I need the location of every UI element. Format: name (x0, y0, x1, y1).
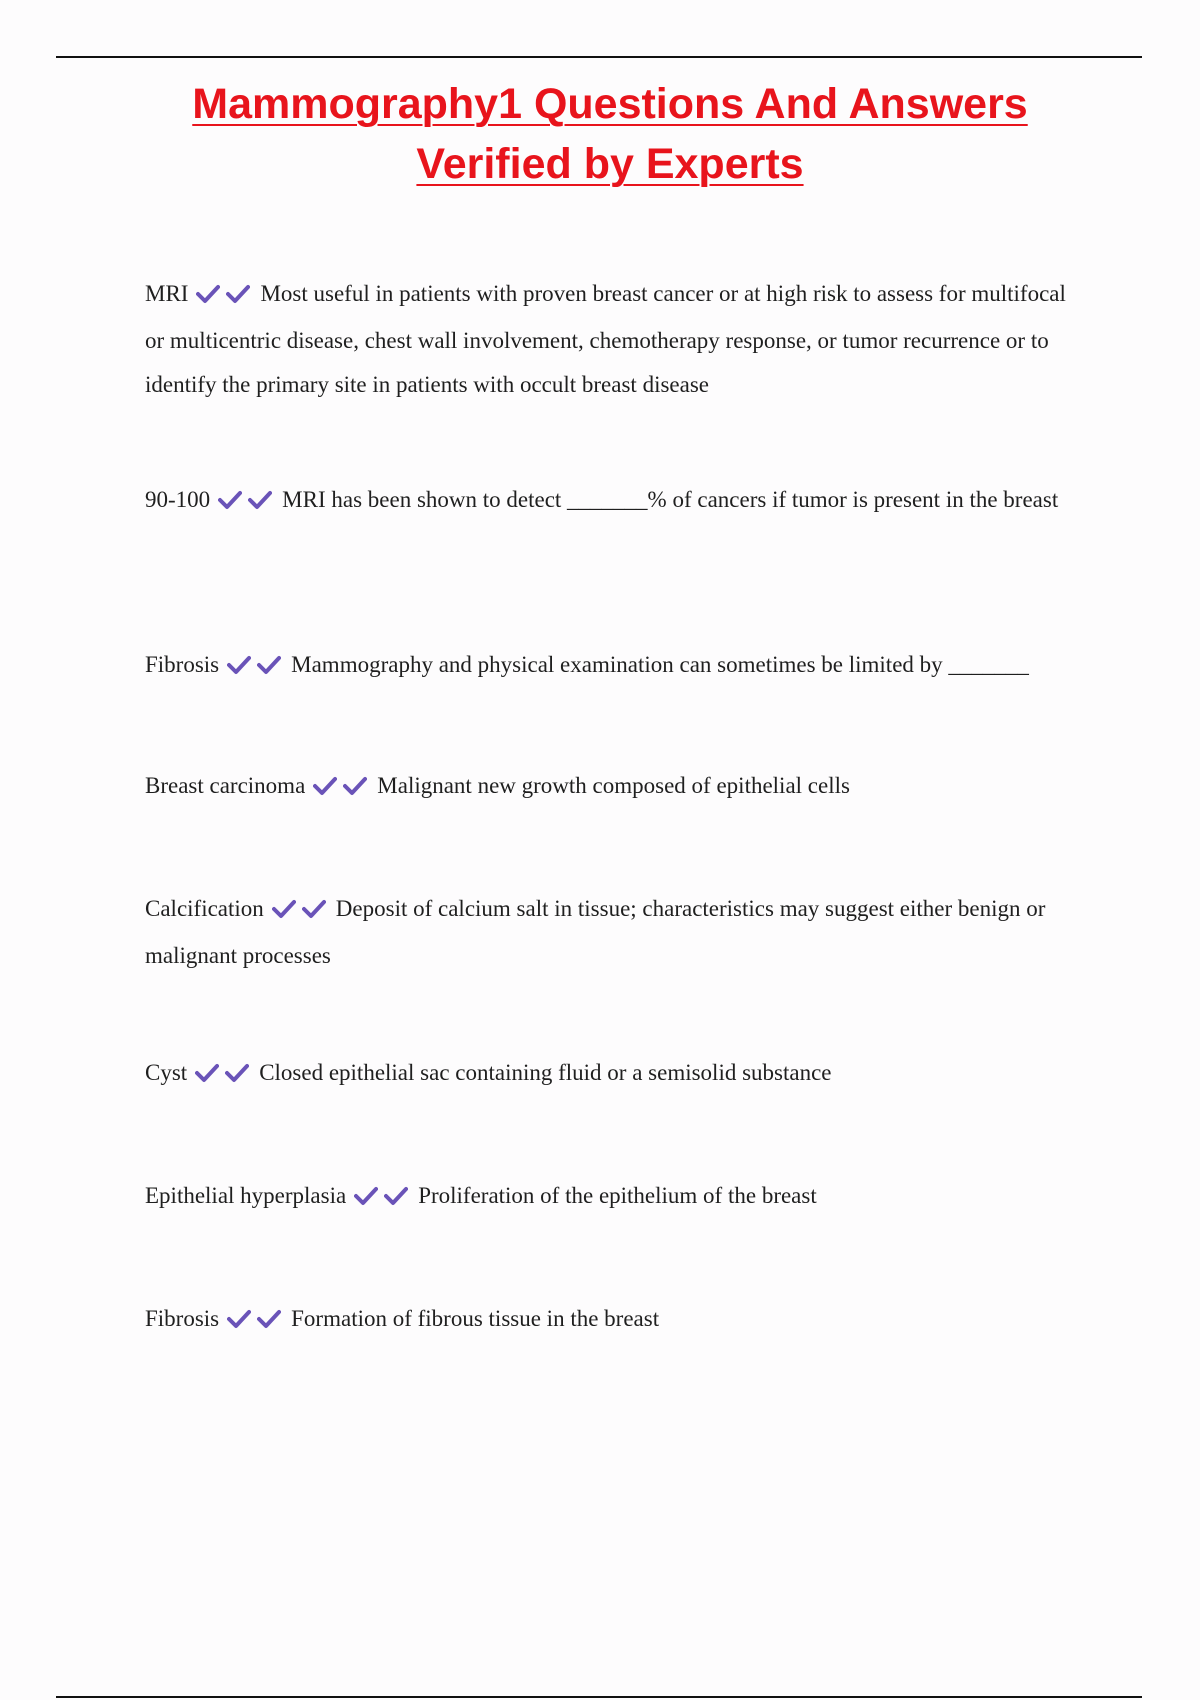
qa-term: Epithelial hyperplasia (145, 1183, 347, 1208)
title-line-2: Verified by Experts (416, 140, 804, 188)
qa-item (145, 1297, 1075, 1344)
qa-term: Cyst (145, 1060, 188, 1085)
qa-definition: MRI has been shown to detect _______% of cancers if tumor is present in the breast (282, 487, 1059, 512)
qa-item (145, 272, 1075, 407)
qa-item (145, 887, 1075, 978)
double-checkmark-icon (227, 1300, 287, 1344)
qa-definition: Mammography and physical examination can sometimes be limited by _______ (291, 652, 1029, 677)
qa-term: 90-100 (145, 487, 211, 512)
qa-item (145, 1051, 1075, 1098)
top-divider (56, 56, 1142, 58)
qa-item (145, 643, 1075, 690)
qa-definition: Proliferation of the epithelium of the breast (418, 1183, 817, 1208)
double-checkmark-icon (272, 890, 332, 934)
double-checkmark-icon (195, 1054, 255, 1098)
qa-definition: Deposit of calcium salt in tissue; characteristics may suggest either benign or malignant processes (145, 896, 1046, 968)
qa-item (145, 1174, 1075, 1221)
qa-item (145, 478, 1075, 525)
double-checkmark-icon (218, 481, 278, 525)
double-checkmark-icon (313, 767, 373, 811)
qa-definition: Formation of fibrous tissue in the breast (291, 1306, 660, 1331)
qa-definition: Closed epithelial sac containing fluid or a semisolid substance (259, 1060, 832, 1085)
qa-definition: Most useful in patients with proven breast cancer or at high risk to assess for multifocal or multicentric disease, chest wall involvement, chemotherapy response, or tumor recurrence or to identify the primary site in patients with occult breast disease (145, 281, 1066, 397)
qa-term: Fibrosis (145, 1306, 220, 1331)
qa-term: Breast carcinoma (145, 773, 306, 798)
qa-item (145, 764, 1075, 811)
page-title (60, 74, 1160, 194)
qa-term: Fibrosis (145, 652, 220, 677)
double-checkmark-icon (354, 1177, 414, 1221)
title-line-1: Mammography1 Questions And Answers (192, 80, 1028, 128)
qa-definition: Malignant new growth composed of epithelial cells (377, 773, 850, 798)
double-checkmark-icon (196, 275, 256, 319)
qa-term: Calcification (145, 896, 264, 921)
double-checkmark-icon (227, 646, 287, 690)
qa-term: MRI (145, 281, 189, 306)
bottom-divider (56, 1696, 1142, 1698)
